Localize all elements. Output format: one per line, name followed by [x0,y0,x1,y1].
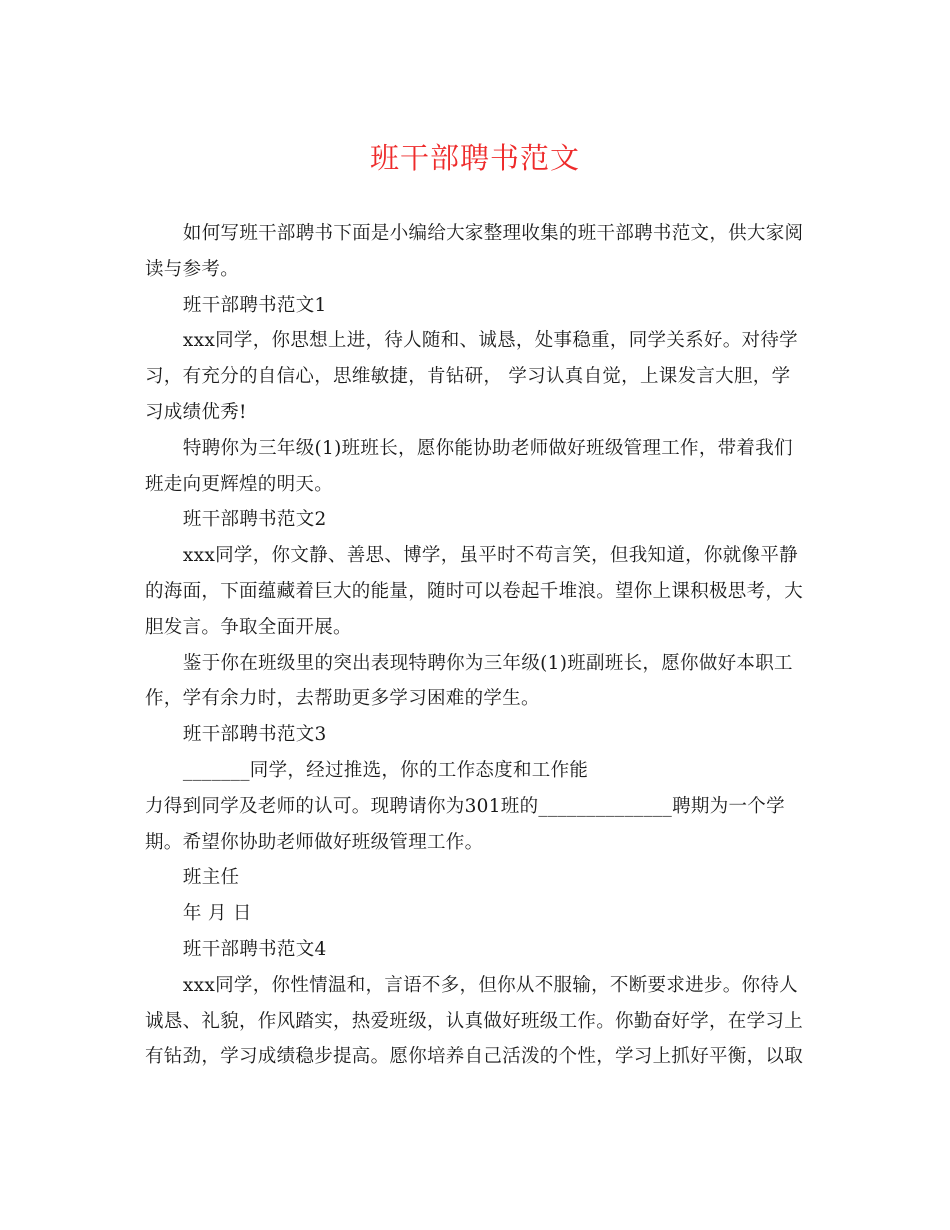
signature-line: 班主任 [182,867,240,889]
section-heading-4: 班干部聘书范文4 [182,938,327,960]
document-body [145,216,805,1075]
sample-2-paragraph-2: 鉴于你在班级里的突出表现特聘你为三年级(1)班副班长，愿你做好本职工作，学有余力时，去帮助更多学习困难的学生。 [145,652,793,710]
intro-paragraph: 如何写班干部聘书下面是小编给大家整理收集的班干部聘书范文，供大家阅读与参考。 [145,223,804,280]
date-line: 年 月 日 [182,903,252,925]
sample-3-paragraph-2: 力得到同学及老师的认可。现聘请你为301班的______________聘期为一个学期。希望你协助老师做好班级管理工作。 [145,795,785,853]
section-heading-1: 班干部聘书范文1 [182,294,327,316]
section-heading-3: 班干部聘书范文3 [182,724,327,746]
sample-1-paragraph-2: 特聘你为三年级(1)班班长，愿你能协助老师做好班级管理工作，带着我们班走向更辉煌的明天。 [145,437,793,495]
section-heading-2: 班干部聘书范文2 [182,509,327,531]
sample-3-paragraph-1: _______同学，经过推选，你的工作态度和工作能 [182,759,589,781]
sample-4-paragraph-1: xxx同学，你性情温和，言语不多，但你从不服输，不断要求进步。你待人诚恳、礼貌，作风踏实，热爱班级，认真做好班级工作。你勤奋好学，在学习上有钻劲，学习成绩稳步提高。愿你培养自己活泼的个性，学习上抓好平衡，以取 [145,974,804,1068]
document-title: 班干部聘书范文 [369,141,580,175]
sample-1-paragraph-1: xxx同学，你思想上进，待人随和、诚恳，处事稳重，同学关系好。对待学习，有充分的自信心，思维敏捷，肯钻研， 学习认真自觉，上课发言大胆，学习成绩优秀! [145,330,798,423]
sample-2-paragraph-1: xxx同学，你文静、善思、博学，虽平时不苟言笑，但我知道，你就像平静的海面，下面蕴藏着巨大的能量，随时可以卷起千堆浪。望你上课积极思考，大胆发言。争取全面开展。 [145,545,804,638]
